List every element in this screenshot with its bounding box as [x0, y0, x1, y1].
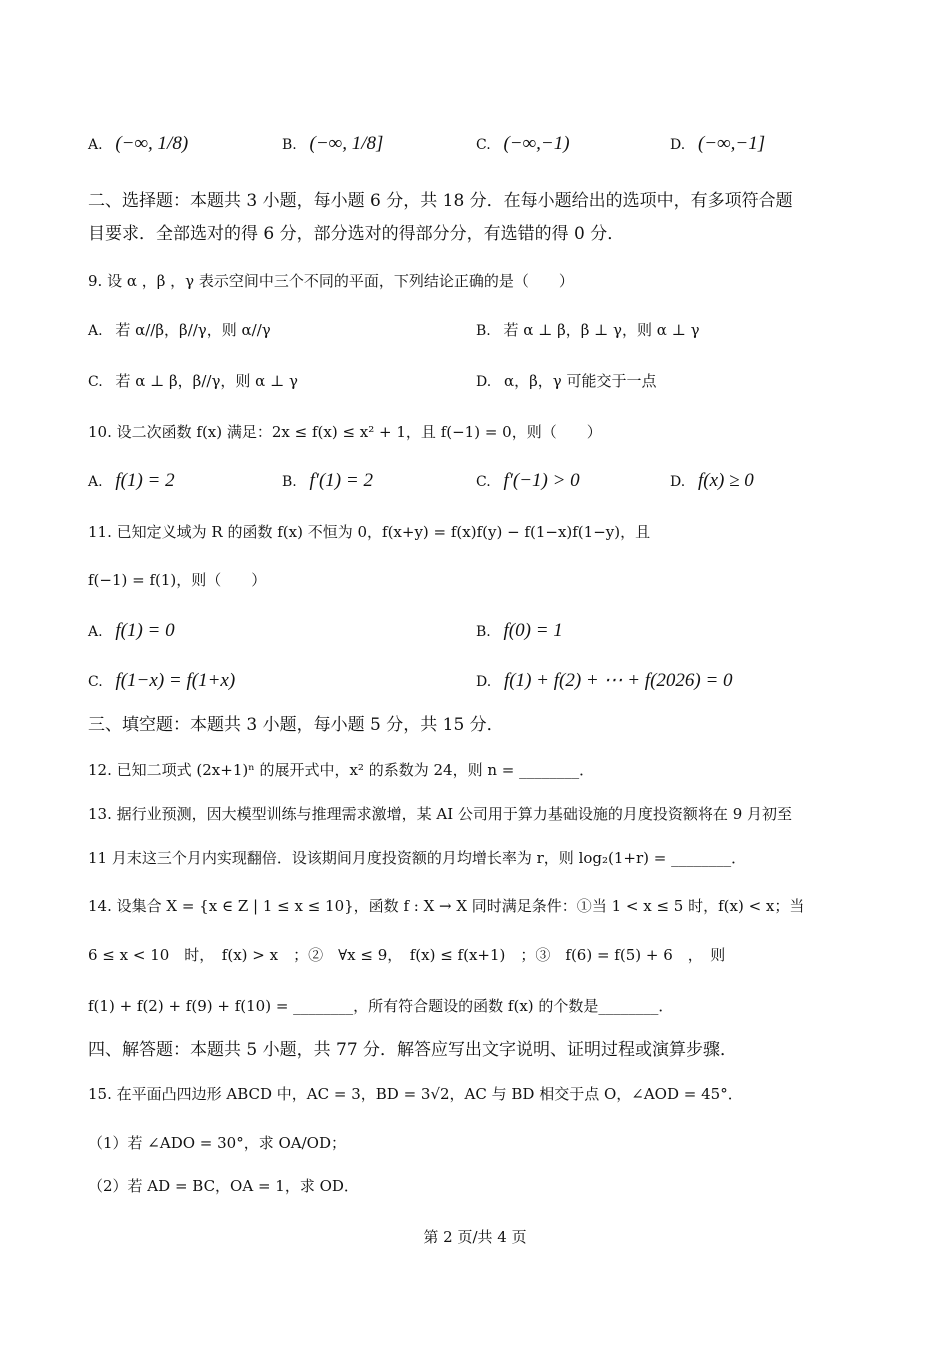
q8-option-b-expr: (−∞, 1/8]: [309, 133, 384, 154]
q9-option-d: [476, 369, 657, 394]
q9-option-a: [88, 318, 271, 343]
q8-option-d: [670, 132, 765, 157]
q10-option-b-label: B.: [282, 474, 297, 490]
q14-line3: f(1) + f(2) + f(9) + f(10) = ________，所有符合题设的函数 f(x) 的个数是________．: [88, 997, 674, 1015]
q9-option-c: [88, 369, 298, 394]
q8-option-a: [88, 132, 188, 157]
q10-option-a: [88, 469, 175, 494]
q11-option-a-text: f(1) = 0: [115, 620, 175, 641]
q10-option-c-label: C.: [476, 474, 491, 490]
q11-option-b: [476, 619, 563, 644]
q10-option-c: [476, 469, 580, 494]
section3-heading: 三、填空题：本题共 3 小题，每小题 5 分，共 15 分．: [88, 715, 504, 735]
q9-option-d-label: D.: [476, 374, 492, 390]
q15-part1: （1）若 ∠ADO = 30°，求 OA/OD；: [88, 1134, 347, 1152]
q8-option-b: [282, 132, 383, 157]
q8-option-c-label: C.: [476, 137, 491, 153]
q10-option-b-text: f′(1) = 2: [309, 470, 373, 491]
q9-option-d-text: α，β，γ 可能交于一点: [503, 372, 657, 390]
q8-option-c: [476, 132, 570, 157]
q15-stem: 15. 在平面凸四边形 ABCD 中，AC = 3，BD = 3√2，AC 与 BD 相交于点 O，∠AOD = 45°．: [88, 1085, 743, 1103]
q10-option-c-text: f′(−1) > 0: [503, 470, 580, 491]
q11-option-d-label: D.: [476, 674, 492, 690]
q13-line1: 13. 据行业预测，因大模型训练与推理需求激增，某 AI 公司用于算力基础设施的月度投资额将在 9 月初至: [88, 805, 793, 823]
q11-option-b-text: f(0) = 1: [503, 620, 563, 641]
section2-heading: [88, 185, 868, 251]
q12-text: 12. 已知二项式 (2x+1)ⁿ 的展开式中，x² 的系数为 24，则 n = ________．: [88, 761, 595, 779]
q10-option-d-label: D.: [670, 474, 686, 490]
q10-option-d: [670, 469, 754, 494]
q10-stem: 10. 设二次函数 f(x) 满足：2x ≤ f(x) ≤ x² + 1，且 f(−1) = 0，则（ ）: [88, 423, 602, 441]
q11-option-a-label: A.: [88, 624, 103, 640]
q11-option-a: [88, 619, 175, 644]
q11-stem-line1: 11. 已知定义域为 R 的函数 f(x) 不恒为 0，f(x+y) = f(x)f(y) − f(1−x)f(1−y)，且: [88, 523, 651, 541]
q14-line2: 6 ≤ x < 10 时， f(x) > x ；② ∀x ≤ 9， f(x) ≤ f(x+1) ；③ f(6) = f(5) + 6 ， 则: [88, 946, 726, 964]
q9-option-c-label: C.: [88, 374, 103, 390]
section4-heading: 四、解答题：本题共 5 小题，共 77 分．解答应写出文字说明、证明过程或演算步骤．: [88, 1040, 738, 1060]
q11-option-d-text: f(1) + f(2) + ⋯ + f(2026) = 0: [503, 670, 733, 691]
q11-option-b-label: B.: [476, 624, 491, 640]
q10-option-d-text: f(x) ≥ 0: [697, 470, 754, 491]
page-footer: 第 2 页/共 4 页: [423, 1228, 527, 1246]
q14-line1: 14. 设集合 X = {x ∈ Z | 1 ≤ x ≤ 10}，函数 f : X → X 同时满足条件：①当 1 < x ≤ 5 时，f(x) < x；当: [88, 897, 805, 915]
q11-option-c-label: C.: [88, 674, 103, 690]
q8-option-a-label: A.: [88, 137, 103, 153]
q8-option-c-expr: (−∞,−1): [503, 133, 570, 154]
section2-line2: 目要求．全部选对的得 6 分，部分选对的得部分分，有选错的得 0 分．: [88, 224, 625, 244]
q9-option-b-text: 若 α ⊥ β，β ⊥ γ，则 α ⊥ γ: [503, 321, 700, 339]
q8-option-d-expr: (−∞,−1]: [697, 133, 766, 154]
q11-option-c: [88, 669, 235, 694]
q10-option-b: [282, 469, 373, 494]
q9-option-b: [476, 318, 700, 343]
q9-stem: 9. 设 α ，β ，γ 表示空间中三个不同的平面，下列结论正确的是（ ）: [88, 272, 574, 290]
q8-option-a-expr: (−∞, 1/8): [115, 133, 189, 154]
q10-option-a-label: A.: [88, 474, 103, 490]
q8-option-b-label: B.: [282, 137, 297, 153]
q11-option-d: [476, 669, 733, 694]
q10-option-a-text: f(1) = 2: [115, 470, 175, 491]
q9-option-a-label: A.: [88, 323, 103, 339]
q9-option-a-text: 若 α//β，β//γ，则 α//γ: [115, 321, 271, 339]
q9-option-b-label: B.: [476, 323, 491, 339]
q11-stem-line2: f(−1) = f(1)，则（ ）: [88, 571, 267, 589]
q15-part2: （2）若 AD = BC，OA = 1，求 OD．: [88, 1177, 359, 1195]
q8-option-d-label: D.: [670, 137, 686, 153]
q11-option-c-text: f(1−x) = f(1+x): [115, 670, 236, 691]
q13-line2: 11 月末这三个月内实现翻倍．设该期间月度投资额的月均增长率为 r，则 log₂(1+r) = ________．: [88, 849, 747, 867]
q9-option-c-text: 若 α ⊥ β，β//γ，则 α ⊥ γ: [115, 372, 298, 390]
section2-line1: 二、选择题：本题共 3 小题，每小题 6 分，共 18 分．在每小题给出的选项中，有多项符合题: [88, 191, 793, 211]
